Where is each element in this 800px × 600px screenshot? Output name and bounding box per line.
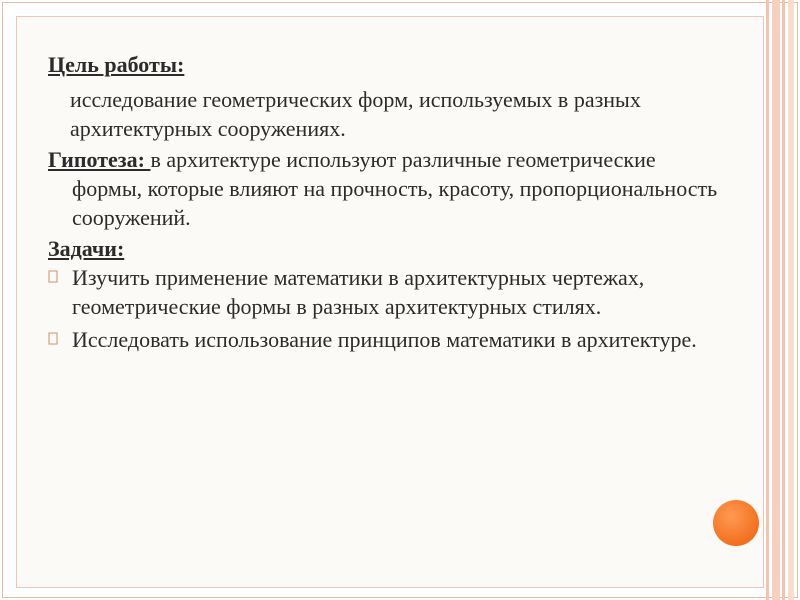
decorative-stripe	[782, 0, 785, 600]
task-text: Исследовать использование принципов математики в архитектуре.	[72, 327, 697, 352]
slide-body	[48, 50, 728, 358]
hollow-square-bullet-icon	[48, 332, 59, 346]
decorative-stripe	[788, 0, 794, 600]
list-item	[48, 263, 728, 321]
decorative-stripe	[772, 0, 780, 600]
hypothesis-heading: Гипотеза:	[48, 147, 151, 172]
goal-heading: Цель работы:	[48, 52, 185, 77]
goal-text: исследование геометрических форм, используемых в разных архитектурных сооружениях.	[70, 87, 641, 141]
list-item	[48, 325, 728, 354]
hollow-square-bullet-icon	[48, 270, 59, 284]
decorative-circle-icon	[713, 500, 759, 546]
task-text: Изучить применение математики в архитектурных чертежах, геометрические формы в разных архитектурных стилях.	[72, 265, 645, 319]
hypothesis-paragraph	[48, 145, 728, 232]
decorative-stripe	[766, 0, 769, 600]
tasks-heading: Задачи:	[48, 236, 125, 261]
hypothesis-text: в архитектуре используют различные геометрические формы, которые влияют на прочность, красоту, пропорциональность сооружений.	[72, 147, 718, 230]
